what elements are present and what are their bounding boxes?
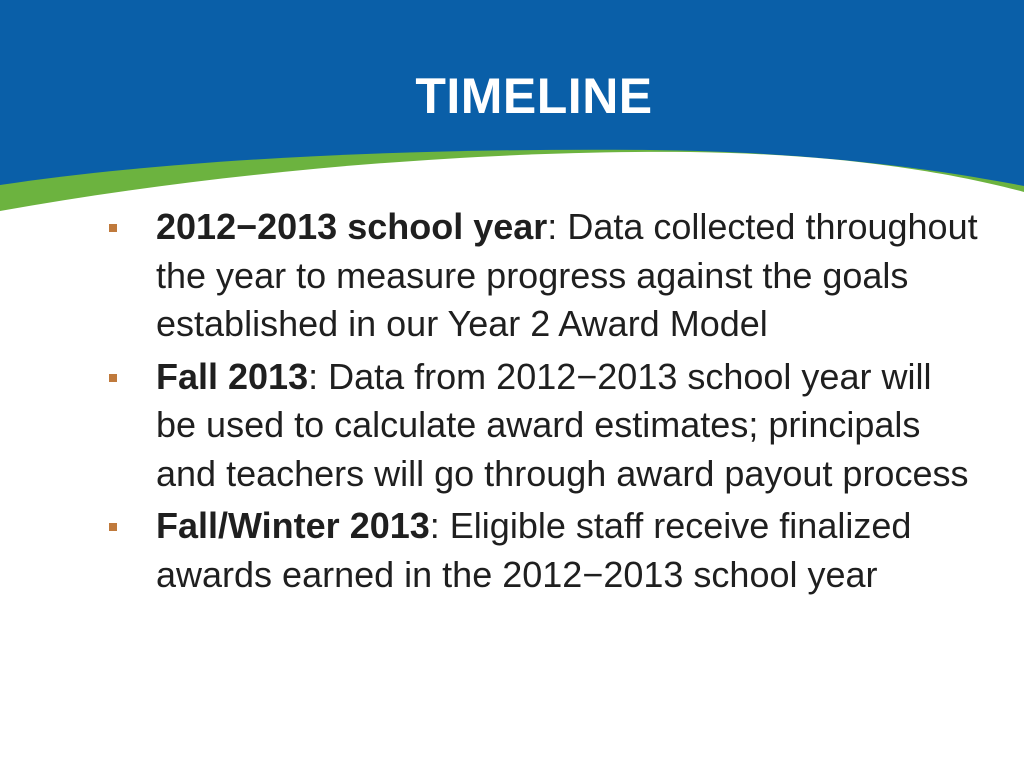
bullet-heading: Fall/Winter 2013 [156, 505, 430, 546]
timeline-bullet-list [100, 203, 980, 603]
timeline-item-fall-2013 [100, 353, 980, 499]
bullet-separator: : [429, 505, 440, 546]
bullet-heading: 2012−2013 school year [156, 206, 548, 247]
square-bullet-icon [109, 224, 117, 232]
timeline-item-2012-2013-school-year [100, 203, 980, 349]
bullet-heading: Fall 2013 [156, 355, 309, 397]
bullet-text: Data collected throughout the year to measure progress against the goals established in our Year 2 Award Model [156, 206, 978, 344]
bullet-text: Data from 2012−2013 school year will be used to calculate award estimates; principals and teachers will go through award payout process [156, 355, 969, 494]
square-bullet-icon [109, 523, 117, 531]
bullet-separator: : [547, 206, 558, 247]
slide-title: TIMELINE [415, 68, 653, 124]
bullet-text: Eligible staff receive finalized awards earned in the 2012−2013 school year [156, 505, 912, 595]
square-bullet-icon [109, 374, 117, 382]
bullet-separator: : [308, 355, 319, 397]
timeline-item-fall-winter-2013 [100, 502, 980, 599]
